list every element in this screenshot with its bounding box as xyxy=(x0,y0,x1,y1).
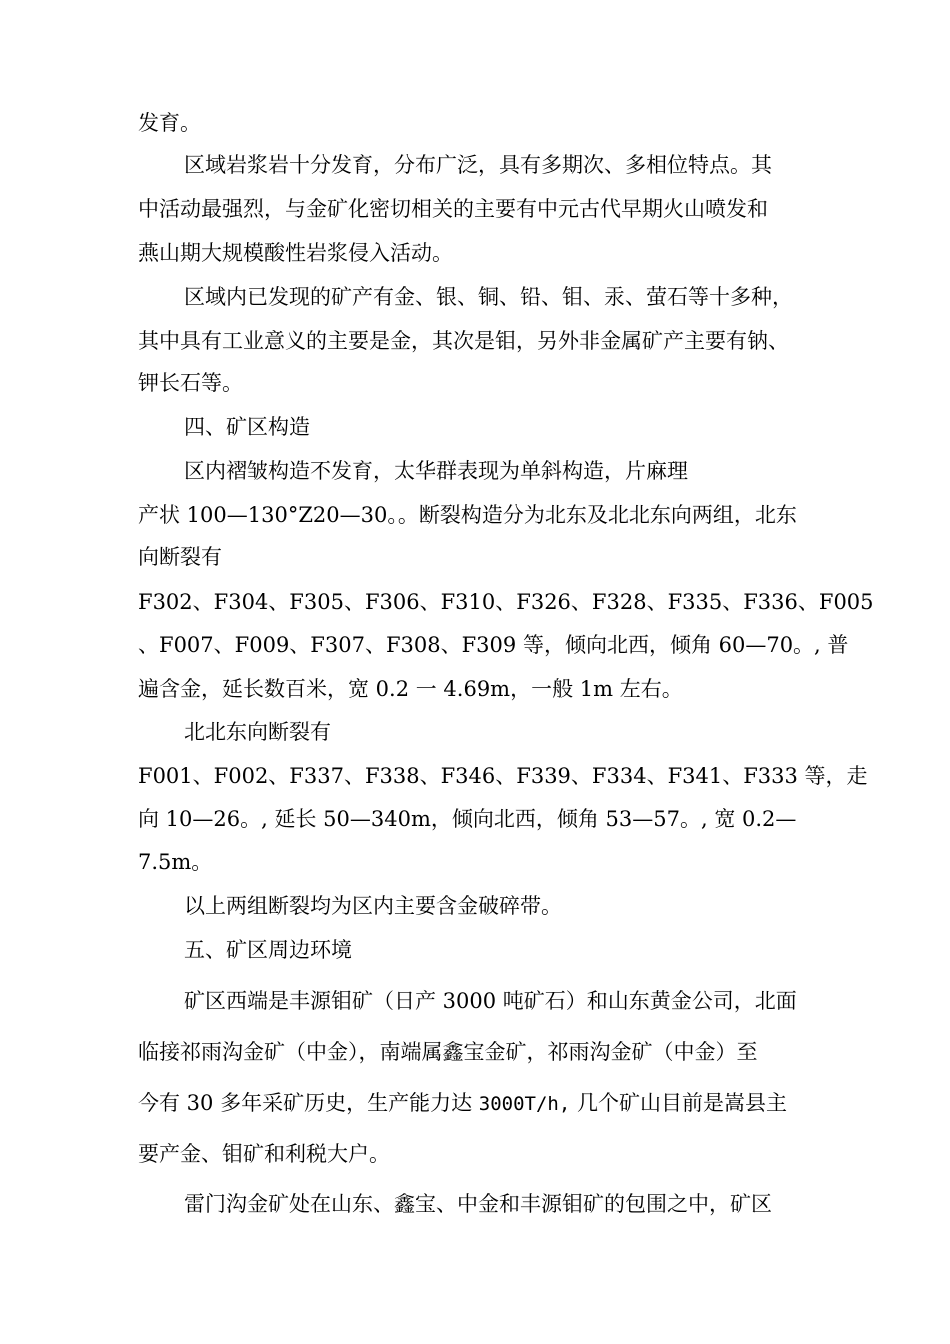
text-line: 区域岩浆岩十分发育，分布广泛，具有多期次、多相位特点。其 xyxy=(184,153,772,177)
text-line: F302、F304、F305、F306、F310、F326、F328、F335、F336、F005 xyxy=(138,590,874,614)
text-line: 钾长石等。 xyxy=(138,371,243,395)
text-line: 临接祁雨沟金矿（中金），南端属鑫宝金矿，祁雨沟金矿（中金）至 xyxy=(138,1040,758,1064)
text-line: 区内褶皱构造不发育，太华群表现为单斜构造，片麻理 xyxy=(184,459,688,483)
text-line: 区域内已发现的矿产有金、银、铜、铅、钼、汞、萤石等十多种， xyxy=(184,285,793,309)
text-segment: 几个矿山目前是嵩县主 xyxy=(570,1091,787,1115)
section-heading: 四、矿区构造 xyxy=(184,415,310,439)
section-heading: 五、矿区周边环境 xyxy=(184,938,352,962)
text-line: 矿区西端是丰源钼矿（日产 3000 吨矿石）和山东黄金公司，北面 xyxy=(184,989,797,1013)
text-line: 中活动最强烈，与金矿化密切相关的主要有中元古代早期火山喷发和 xyxy=(138,197,768,221)
text-line: 以上两组断裂均为区内主要含金破碎带。 xyxy=(184,894,562,918)
text-line: 要产金、钼矿和利税大户。 xyxy=(138,1142,390,1166)
text-line: 燕山期大规模酸性岩浆侵入活动。 xyxy=(138,241,453,265)
text-segment: 今有 30 多年采矿历史，生产能力达 xyxy=(138,1091,479,1115)
text-line: F001、F002、F337、F338、F346、F339、F334、F341、F333 等，走 xyxy=(138,764,868,788)
text-line: 雷门沟金矿处在山东、鑫宝、中金和丰源钼矿的包围之中，矿区 xyxy=(184,1192,772,1216)
text-line: 其中具有工业意义的主要是金，其次是钼，另外非金属矿产主要有钠、 xyxy=(138,329,789,353)
text-line: 向断裂有 xyxy=(138,545,222,569)
text-segment: 3000T/h, xyxy=(478,1093,571,1115)
text-line: 发育。 xyxy=(138,111,201,135)
text-line: 产状 100—130°Z20—30。。断裂构造分为北东及北北东向两组，北东 xyxy=(138,503,797,527)
text-line xyxy=(138,1089,787,1118)
text-line: 遍含金，延长数百米，宽 0.2 一 4.69m，一般 1m 左右。 xyxy=(138,677,683,701)
text-line: 、F007、F009、F307、F308、F309 等，倾向北西，倾角 60—70。, 普 xyxy=(138,633,849,657)
text-line: 北北东向断裂有 xyxy=(184,720,331,744)
text-line: 向 10—26。, 延长 50—340m，倾向北西，倾角 53—57。, 宽 0.2— xyxy=(138,807,797,831)
text-line: 7.5m。 xyxy=(138,850,213,874)
